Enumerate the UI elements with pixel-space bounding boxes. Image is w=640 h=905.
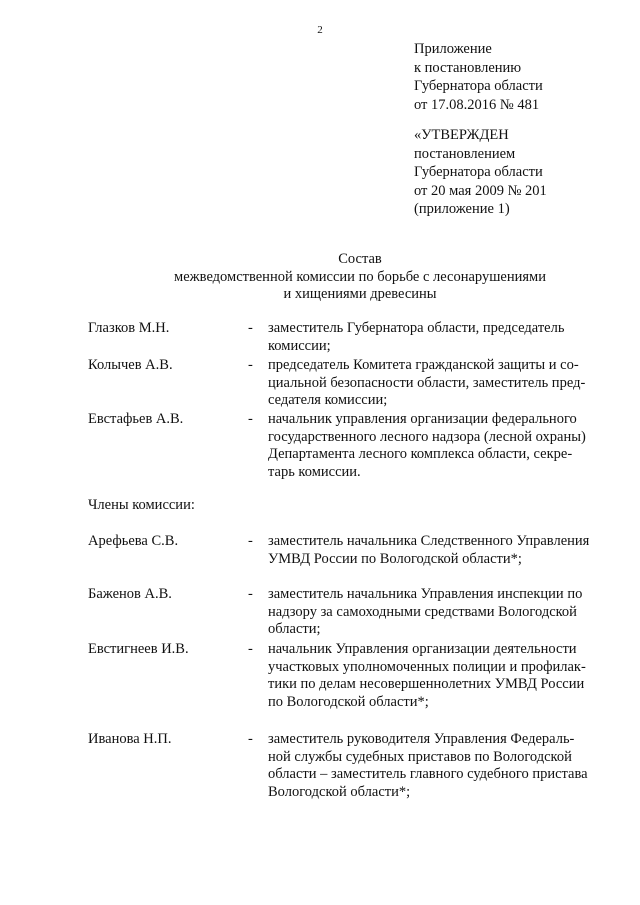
approved-line: (приложение 1) (414, 201, 510, 217)
member-name: Глазков М.Н. (88, 320, 170, 336)
role-line: председатель Комитета гражданской защиты и со- (268, 357, 579, 373)
role-line: по Вологодской области*; (268, 693, 429, 710)
role-line: тарь комиссии. (268, 463, 361, 480)
role-line: УМВД России по Вологодской области*; (268, 550, 522, 567)
member-role (268, 533, 614, 568)
role-line: заместитель Губернатора области, председатель (268, 320, 565, 336)
appendix-line: Губернатора области (414, 78, 543, 94)
role-line: Вологодской области*; (268, 783, 411, 800)
role-line: комиссии; (268, 337, 331, 354)
member-name: Иванова Н.П. (88, 731, 172, 747)
appendix-block (414, 40, 543, 114)
member-name: Колычев А.В. (88, 357, 173, 373)
dash-separator: - (248, 586, 253, 602)
role-line: участковых уполномоченных полиции и профилак- (268, 658, 586, 675)
dash-separator: - (248, 411, 253, 427)
role-line: заместитель начальника Управления инспекции по (268, 586, 583, 602)
title-line: межведомственной комиссии по борьбе с лесонарушениями (174, 268, 546, 285)
dash-separator: - (248, 731, 253, 747)
role-line: циальной безопасности области, заместитель пред- (268, 374, 586, 391)
member-role (268, 357, 614, 410)
document-title (100, 251, 620, 304)
appendix-line: от 17.08.2016 № 481 (414, 96, 540, 113)
members-heading: Члены комиссии: (88, 497, 195, 513)
approved-line: «УТВЕРЖДЕН (414, 127, 509, 143)
dash-separator: - (248, 641, 253, 657)
appendix-line: к постановлению (414, 59, 522, 76)
member-name: Арефьева С.В. (88, 533, 179, 549)
role-line: начальник управления организации федерального (268, 411, 577, 427)
member-role (268, 586, 614, 639)
role-line: заместитель руководителя Управления Федераль- (268, 731, 575, 747)
role-line: заместитель начальника Следственного Управления (268, 533, 590, 549)
role-line: государственного лесного надзора (лесной охраны) (268, 428, 586, 445)
member-role (268, 731, 614, 801)
appendix-line: Приложение (414, 41, 492, 57)
role-line: области – заместитель главного судебного пристава (268, 766, 588, 782)
member-role (268, 641, 614, 711)
role-line: тики по делам несовершеннолетних УМВД России (268, 676, 585, 692)
member-role (268, 320, 614, 355)
role-line: начальник Управления организации деятельности (268, 641, 577, 657)
page-number: 2 (317, 24, 323, 36)
dash-separator: - (248, 533, 253, 549)
role-line: ной службы судебных приставов по Вологодской (268, 748, 572, 765)
approved-line: постановлением (414, 145, 516, 162)
role-line: надзору за самоходными средствами Вологодской (268, 603, 577, 620)
member-name: Евстафьев А.В. (88, 411, 184, 427)
approved-line: Губернатора области (414, 164, 543, 180)
approved-block (414, 126, 547, 219)
member-name: Баженов А.В. (88, 586, 172, 602)
role-line: Департамента лесного комплекса области, секре- (268, 446, 573, 462)
role-line: области; (268, 621, 321, 637)
title-line: и хищениями древесины (283, 286, 437, 302)
member-role (268, 411, 614, 481)
title-line: Состав (338, 251, 382, 267)
approved-line: от 20 мая 2009 № 201 (414, 182, 547, 199)
member-name: Евстигнеев И.В. (88, 641, 189, 657)
dash-separator: - (248, 320, 253, 336)
dash-separator: - (248, 357, 253, 373)
role-line: седателя комиссии; (268, 392, 388, 408)
